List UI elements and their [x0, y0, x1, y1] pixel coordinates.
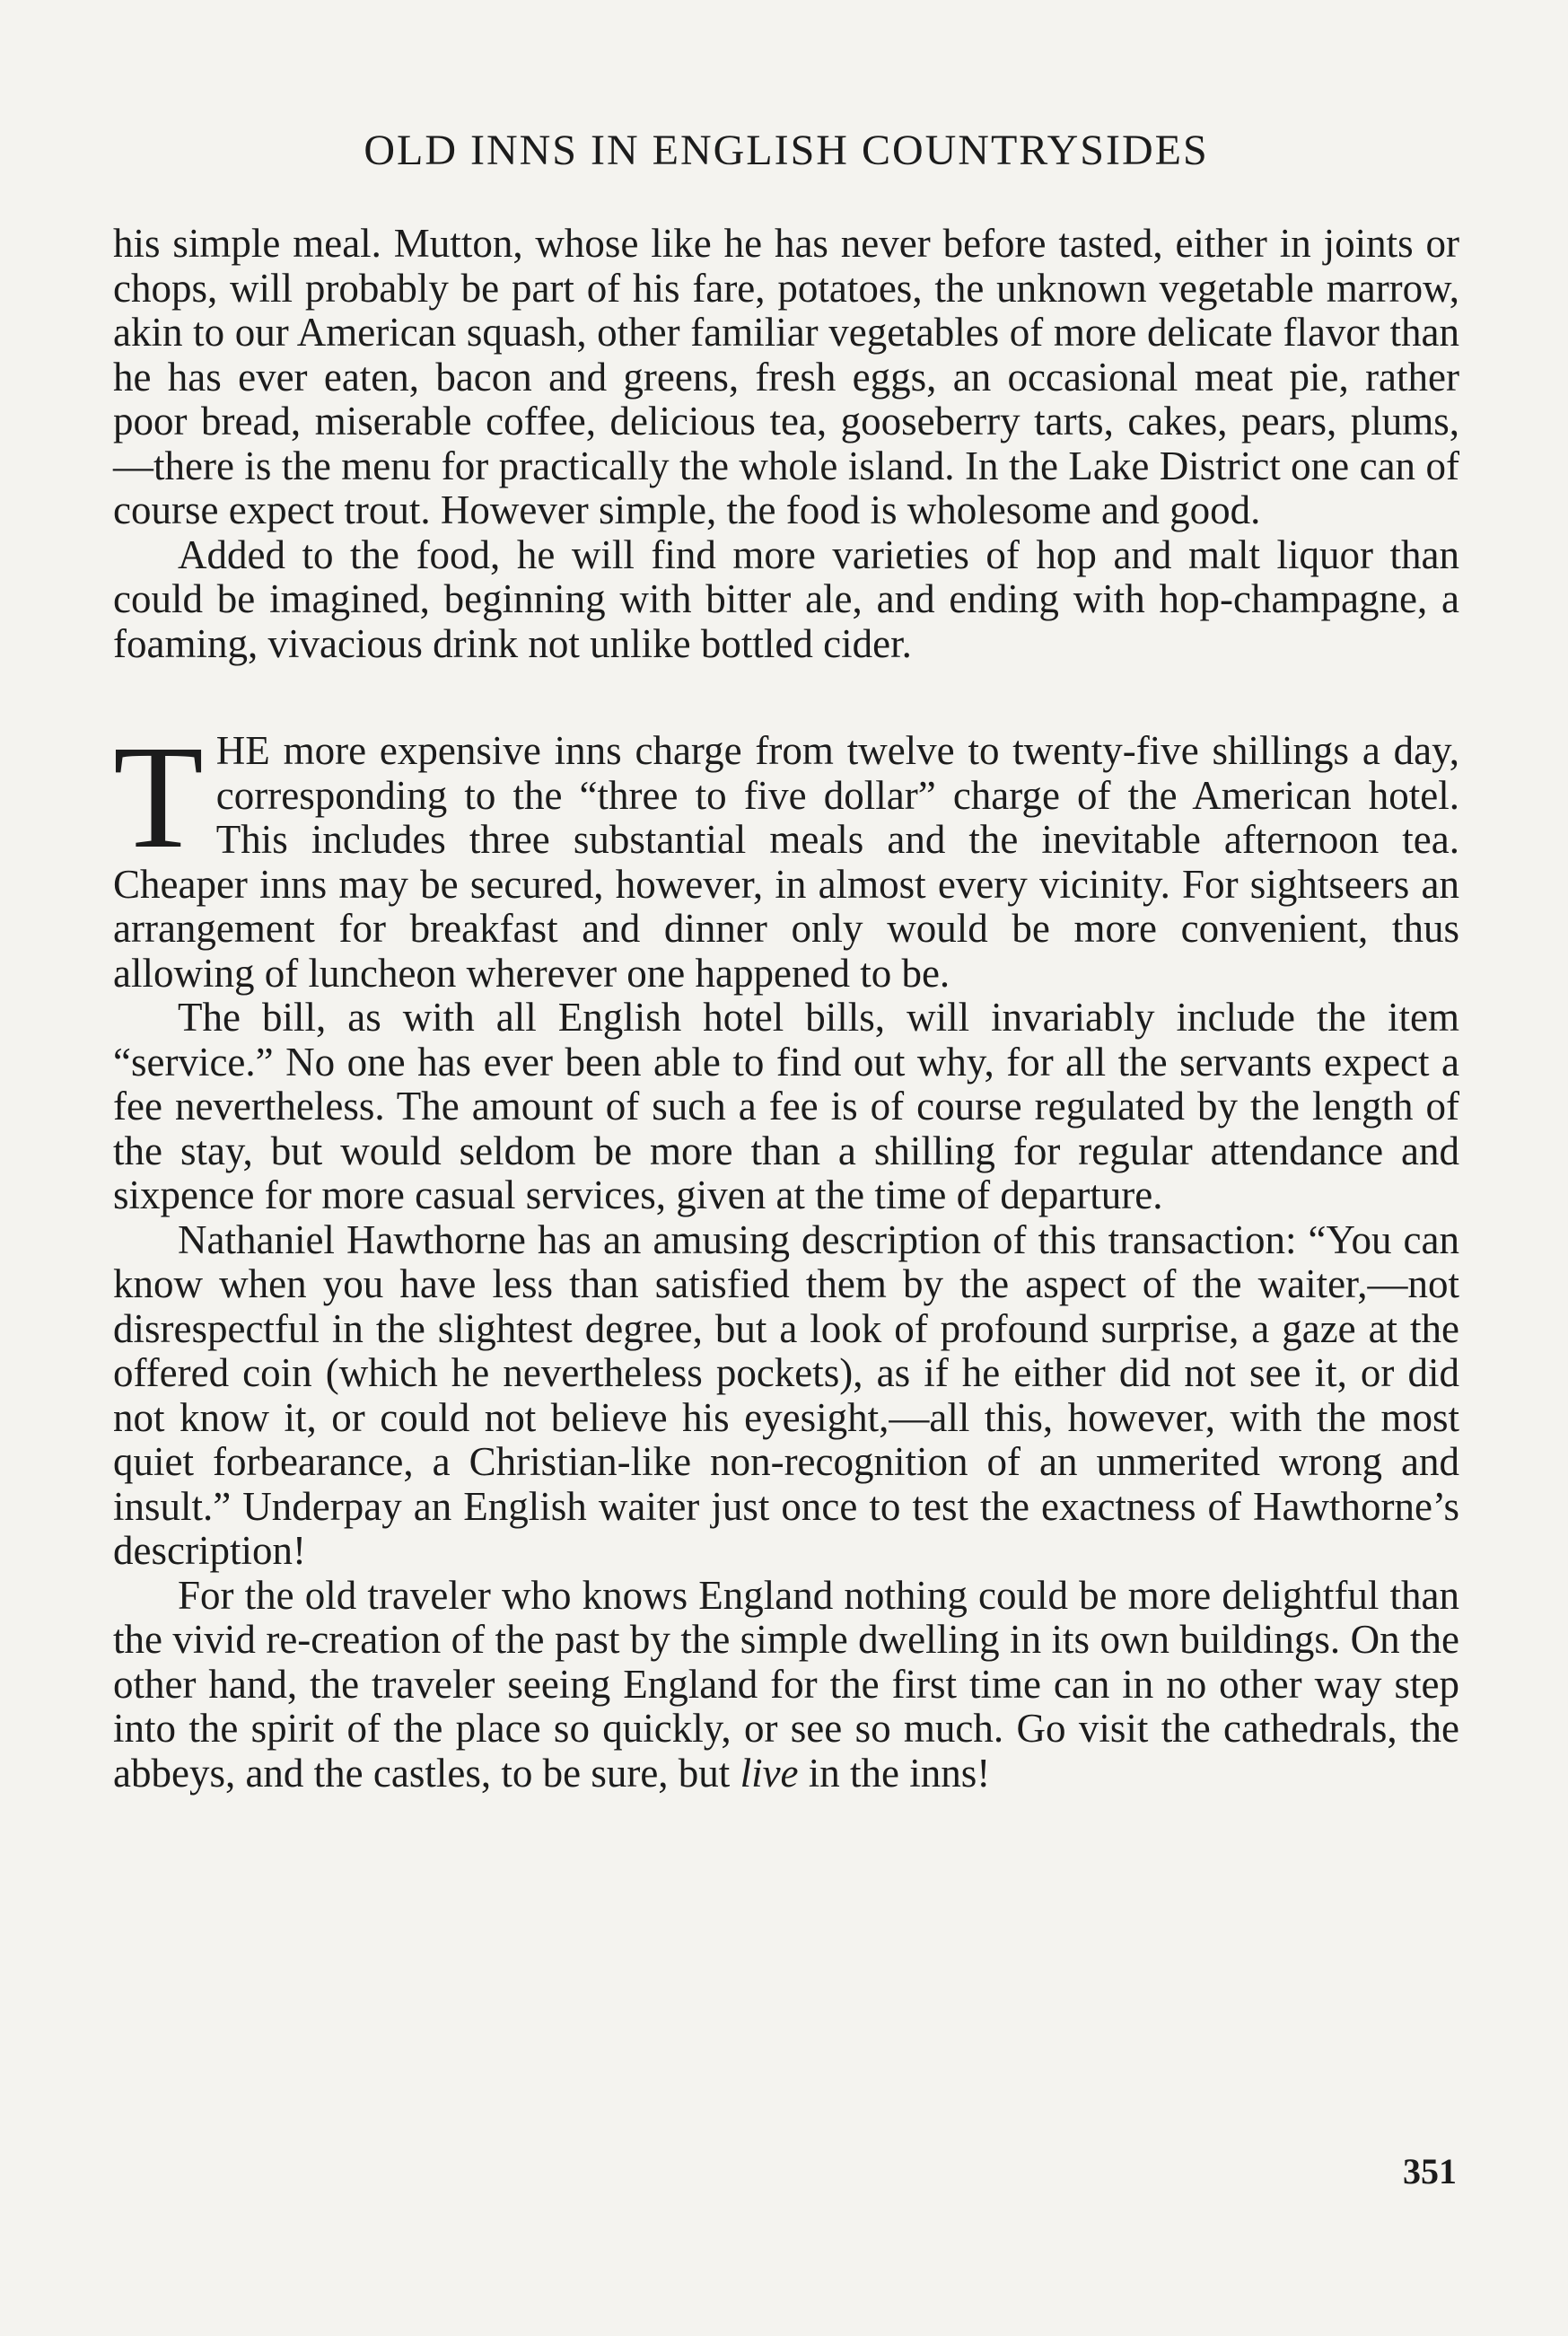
page-number: 351: [1403, 2151, 1457, 2191]
paragraph-liquor: Added to the food, he will find more varieties of hop and malt liquor than could be imagined, beginning with bitter ale, and ending with hop-champagne, a foaming, vivacious drink not unlike bottled cider.: [113, 531, 1459, 666]
paragraph-bill: The bill, as with all English hotel bills, will invariably include the item “service.” No one has ever been able to find out why, for all the servants expect a fee nevertheless. The amount of such a fee is of course regulated by the length of the stay, but would seldom be more than a shilling for regular attendance and sixpence for more casual services, given at the time of departure.: [113, 995, 1459, 1217]
drop-cap: T: [113, 715, 204, 879]
paragraph-old-traveler: [113, 1574, 1459, 1796]
section-break: [113, 666, 1459, 729]
paragraph-hawthorne: Nathaniel Hawthorne has an amusing description of this transaction: “You can know when you have less than satisfied them by the aspect of the waiter,—not disrespectful in the slightest degree, but a look of profound surprise, a gaze at the offered coin (which he nevertheless pockets), as if he either did not see it, or did not know it, or could not believe his eyesight,—all this, however, with the most quiet forbearance, a Christian-like non-recognition of an unmerited wrong and insult.” Underpay an English waiter just once to test the exactness of Hawthorne’s description!: [113, 1216, 1459, 1573]
paragraph-inn-charges: [113, 715, 1459, 996]
paragraph-meal: his simple meal. Mutton, whose like he has never before tasted, either in joints or chops, will probably be part of his fare, potatoes, the unknown vegetable marrow, akin to our American squash, other familiar vegetables of more delicate flavor than he has ever eaten, bacon and greens, fresh eggs, an occasional meat pie, rather poor bread, miserable coffee, delicious tea, gooseberry tarts, cakes, pears, plums,—there is the menu for practically the whole island. In the Lake District one can of course expect trout. However simple, the food is wholesome and good.: [113, 221, 1459, 532]
emphasis-live: live: [740, 1750, 799, 1796]
running-head: OLD INNS IN ENGLISH COUNTRYSIDES: [364, 127, 1209, 174]
paragraph-inn-charges-text: HE more expensive inns charge from twelve to twenty-five shillings a day, corresponding to the “three to five dollar” charge of the American hotel. This includes three substantial meals and the inevitable afternoon tea. Cheaper inns may be secured, however, in almost every vicinity. For sightseers an arrangement for breakfast and dinner only would be more convenient, thus allowing of luncheon wherever one happened to be.: [113, 728, 1459, 996]
page: [113, 126, 1459, 1796]
paragraph-old-traveler-text: For the old traveler who knows England nothing could be more delightful than the vivid re-creation of the past by the simple dwelling in its own buildings. On the other hand, the traveler seeing England for the first time can in no other way step into the spirit of the place so quickly, or see so much. Go visit the cathedrals, the abbeys, and the castles, to be sure, but: [113, 1572, 1459, 1796]
body-text: [113, 222, 1459, 1796]
paragraph-old-traveler-end: in the inns!: [798, 1750, 991, 1796]
